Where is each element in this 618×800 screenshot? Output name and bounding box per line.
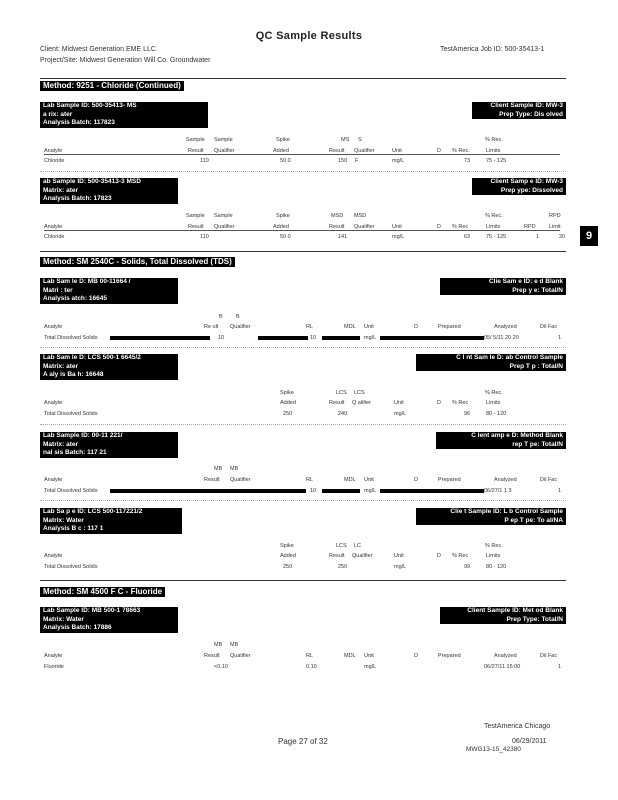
col-head: LCS — [336, 390, 347, 396]
footer-lab: TestAmerica Chicago — [484, 723, 551, 730]
col-head: % Rec. — [452, 148, 470, 154]
table-cell: 99 — [464, 564, 471, 570]
client-sample-block: C lent amp e D: Method Blank rep T pe: Total/N — [436, 432, 566, 449]
col-head: Result — [188, 148, 204, 154]
col-head: Added — [273, 224, 289, 230]
table-cell: 1 — [558, 335, 562, 341]
col-head: Re ult — [204, 324, 219, 330]
col-head: Spike — [276, 137, 290, 143]
col-head: Result — [329, 148, 345, 154]
col-head: D — [414, 477, 418, 483]
col-head: Unit — [364, 324, 374, 330]
col-head: % Rec. — [485, 543, 503, 549]
method-heading: Method: 9251 - Chloride (Continued) — [40, 81, 184, 91]
col-head: Prepared — [438, 477, 461, 483]
col-head: Limits — [486, 553, 501, 559]
col-head: Qualifier — [230, 324, 251, 330]
col-head: Result — [204, 653, 220, 659]
col-head: Dil Fac — [540, 477, 558, 483]
table-cell: 1 — [558, 664, 562, 670]
col-head: % Rec. — [485, 137, 503, 143]
table-cell: 240 — [338, 411, 348, 417]
table-cell: Chloride — [44, 234, 65, 240]
col-head: Sample — [186, 213, 205, 219]
col-head: D — [437, 224, 441, 230]
table-cell: 73 — [464, 158, 471, 164]
redaction-bar — [110, 489, 306, 493]
col-head: MSD — [354, 213, 367, 219]
col-head: Result — [188, 224, 204, 230]
client-sample-block: Clie t Sample ID: L b Control Sample P ep T pe: To al/NA — [416, 508, 566, 525]
col-head: MSD — [331, 213, 344, 219]
col-head: D — [414, 324, 418, 330]
col-head: Sample — [186, 137, 205, 143]
col-head: Analyte — [44, 324, 63, 330]
table-cell: 50.0 — [280, 234, 291, 240]
table-cell: Total Dissolved Solids — [44, 411, 98, 417]
table-cell: 06/27/1 1 3 — [484, 488, 512, 494]
method-heading: Method: SM 2540C - Solids, Total Dissolved (TDS) — [40, 257, 235, 267]
col-head: % Rec. — [485, 213, 503, 219]
table-cell: mg/L — [394, 411, 407, 417]
table-cell: 250 — [338, 564, 348, 570]
col-head: Q alifier — [352, 400, 371, 406]
col-head: Limit — [549, 224, 561, 230]
table-cell: Total Dissolved Solids — [44, 335, 98, 341]
col-head: Result — [329, 224, 345, 230]
col-head: LC — [354, 543, 362, 549]
col-head: D — [414, 653, 418, 659]
col-head: MDL — [344, 477, 356, 483]
col-head: Added — [280, 400, 296, 406]
job-id: TestAmerica Job ID: 500-35413-1 — [440, 46, 545, 53]
sample-id-block: Lab Sam le D: LCS 500-1 6645/2 Matrix: ater A aly is Ba h: 16648 — [40, 354, 178, 380]
table-cell: 1 — [558, 488, 562, 494]
sample-id-block: Lab Sample ID: 500-35413- MS a rix: ater Analysis Batch: 117823 — [40, 102, 208, 128]
col-head: D — [437, 400, 441, 406]
col-head: Result — [329, 400, 345, 406]
footer-date: 06/29/2011 — [512, 738, 547, 745]
col-head: MB — [230, 466, 239, 472]
page-number: Page 27 of 32 — [278, 737, 328, 746]
section-separator — [40, 500, 566, 501]
col-head: % Rec — [452, 553, 469, 559]
sample-id-block: ab Sample ID: 500-35413-3 MSD Matrix: ater Analysis Batch: 17823 — [40, 178, 178, 204]
table-cell: Chloride — [44, 158, 65, 164]
sample-id-block: Lab Sa p e ID: LCS 500-117221/2 Matrix: Water Analysis B c : 117 1 — [40, 508, 182, 534]
col-head: Qualifier — [230, 477, 251, 483]
table-cell: 10 — [218, 335, 225, 341]
col-head: S — [358, 137, 362, 143]
table-cell: Fluoride — [44, 664, 64, 670]
section-tab: 9 — [580, 226, 598, 246]
client-sample-block: Client Sample ID: Met od Blank Prep Type: Total/N — [440, 607, 566, 624]
col-head: Unit — [364, 653, 374, 659]
col-head: Limits — [486, 148, 501, 154]
col-head: Analyzed — [494, 653, 517, 659]
col-head: Analyte — [44, 477, 63, 483]
table-cell: mg/L — [394, 564, 407, 570]
col-head: MB — [230, 642, 239, 648]
col-head: Result — [329, 553, 345, 559]
table-cell: <0.10 — [214, 664, 228, 670]
section-separator — [40, 347, 566, 348]
col-head: RL — [306, 653, 314, 659]
table-cell: 110 — [200, 158, 209, 164]
col-head: MB — [214, 466, 223, 472]
table-cell: mg/L — [392, 234, 405, 240]
redaction-bar — [258, 336, 308, 340]
table-cell: 150 — [338, 158, 348, 164]
client-label: Client: Midwest Generation EME LLC — [40, 46, 156, 53]
col-head: Unit — [394, 553, 404, 559]
col-head: Spike — [280, 543, 294, 549]
col-head: MS — [341, 137, 350, 143]
table-cell: 96 — [464, 411, 471, 417]
section-separator — [40, 424, 566, 425]
col-head: Analyte — [44, 224, 63, 230]
table-cell: 10 — [310, 335, 317, 341]
col-head: Analyzed — [494, 324, 517, 330]
col-head: Qualifier — [230, 653, 251, 659]
col-head: B — [219, 314, 223, 320]
col-head: RPD — [549, 213, 561, 219]
redaction-bar — [322, 489, 360, 493]
header-underline — [44, 154, 560, 155]
table-cell: 63 — [464, 234, 471, 240]
table-cell: mg/L — [392, 158, 405, 164]
table-cell: 141 — [338, 234, 348, 240]
section-separator — [40, 171, 566, 172]
table-cell: 80 - 120 — [486, 411, 507, 417]
table-cell: 75 - 125 — [486, 234, 507, 240]
col-head: RL — [306, 477, 314, 483]
table-cell: Total Dissolved Solids — [44, 488, 98, 494]
table-cell: 0.10 — [306, 664, 317, 670]
col-head: RL — [306, 324, 314, 330]
col-head: LCS — [336, 543, 347, 549]
col-head: Sample — [214, 137, 233, 143]
table-cell: mg/L — [364, 488, 377, 494]
col-head: Qualifier — [214, 148, 235, 154]
col-head: Limits — [486, 400, 501, 406]
col-head: Prepared — [438, 653, 461, 659]
col-head: RPD — [524, 224, 536, 230]
col-head: Unit — [392, 224, 402, 230]
table-cell: mg/L — [364, 664, 377, 670]
table-cell: 250 — [283, 564, 293, 570]
col-head: Qualifier — [354, 148, 375, 154]
col-head: B — [236, 314, 240, 320]
col-head: D — [437, 553, 441, 559]
table-cell: mg/L — [364, 335, 377, 341]
redaction-bar — [110, 336, 210, 340]
col-head: Unit — [392, 148, 402, 154]
client-sample-block: Client Samp e ID: MW-3 Prep ype: Dissolved — [472, 178, 566, 195]
table-cell: F — [355, 158, 359, 164]
col-head: % Rec — [452, 400, 469, 406]
col-head: Result — [204, 477, 220, 483]
col-head: Limits — [486, 224, 501, 230]
col-head: Unit — [364, 477, 374, 483]
header-rule — [40, 78, 566, 79]
col-head: Dil Fac — [540, 653, 558, 659]
table-cell: 1 — [536, 234, 540, 240]
col-head: D — [437, 148, 441, 154]
table-cell: 80 - 120 — [486, 564, 507, 570]
col-head: MB — [214, 642, 223, 648]
client-sample-block: Clie Sam e ID: e d Blank Prep y e: Total/N — [440, 278, 566, 295]
method-heading: Method: SM 4500 F C - Fluoride — [40, 587, 165, 597]
col-head: MDL — [344, 324, 356, 330]
sample-id-block: Lab Sam le D: MB 00-11664 / Matri : ter Analysis atch: 16645 — [40, 278, 178, 304]
table-cell: 50.0 — [280, 158, 291, 164]
table-cell: 250 — [283, 411, 293, 417]
col-head: % Rec — [452, 224, 469, 230]
section-rule — [40, 251, 566, 252]
section-rule — [40, 580, 566, 581]
col-head: Unit — [394, 400, 404, 406]
bates-number: MWG13-15_42380 — [466, 746, 521, 753]
col-head: MDL — [344, 653, 356, 659]
redaction-bar — [380, 489, 484, 493]
project-label: Project/Site: Midwest Generation Will Co. Groundwater — [40, 57, 211, 64]
col-head: Sample — [214, 213, 233, 219]
sample-id-block: Lab Sample ID: MB 500-1 78663 Matrix: Water Analysis Batch: 17886 — [40, 607, 178, 633]
col-head: Prepared — [438, 324, 461, 330]
col-head: % Rec. — [485, 390, 503, 396]
col-head: Qualifier — [352, 553, 373, 559]
col-head: Spike — [276, 213, 290, 219]
col-head: Analyte — [44, 400, 63, 406]
page-title: QC Sample Results — [255, 30, 363, 42]
table-cell: 10 — [310, 488, 317, 494]
table-cell: 06/27/11 15:00 — [484, 664, 521, 670]
redaction-bar — [322, 336, 360, 340]
col-head: Dil Fac — [540, 324, 558, 330]
col-head: Qualifier — [214, 224, 235, 230]
table-cell: Total Dissolved Solids — [44, 564, 98, 570]
redaction-bar — [380, 336, 484, 340]
col-head: Analyzed — [494, 477, 517, 483]
table-cell: 20 — [559, 234, 566, 240]
col-head: Analyte — [44, 148, 63, 154]
table-cell: 110 — [200, 234, 209, 240]
col-head: Added — [273, 148, 289, 154]
table-cell: 75 - 125 — [486, 158, 507, 164]
col-head: Analyte — [44, 553, 63, 559]
col-head: Qualifier — [354, 224, 375, 230]
col-head: LCS — [354, 390, 365, 396]
table-cell: 05/ 5/11 20 20 — [484, 335, 519, 341]
col-head: Spike — [280, 390, 294, 396]
sample-id-block: Lab Sample ID: 00-11 221/ Matrix: ater nal sis Batch: 117 21 — [40, 432, 178, 458]
col-head: Added — [280, 553, 296, 559]
header-underline — [44, 230, 560, 231]
client-sample-block: Client Sample ID: MW-3 Prep Type: Dis olved — [472, 102, 566, 119]
col-head: Analyte — [44, 653, 63, 659]
client-sample-block: C l nt Sam le D: ab Control Sample Prep T p : Total/N — [416, 354, 566, 371]
